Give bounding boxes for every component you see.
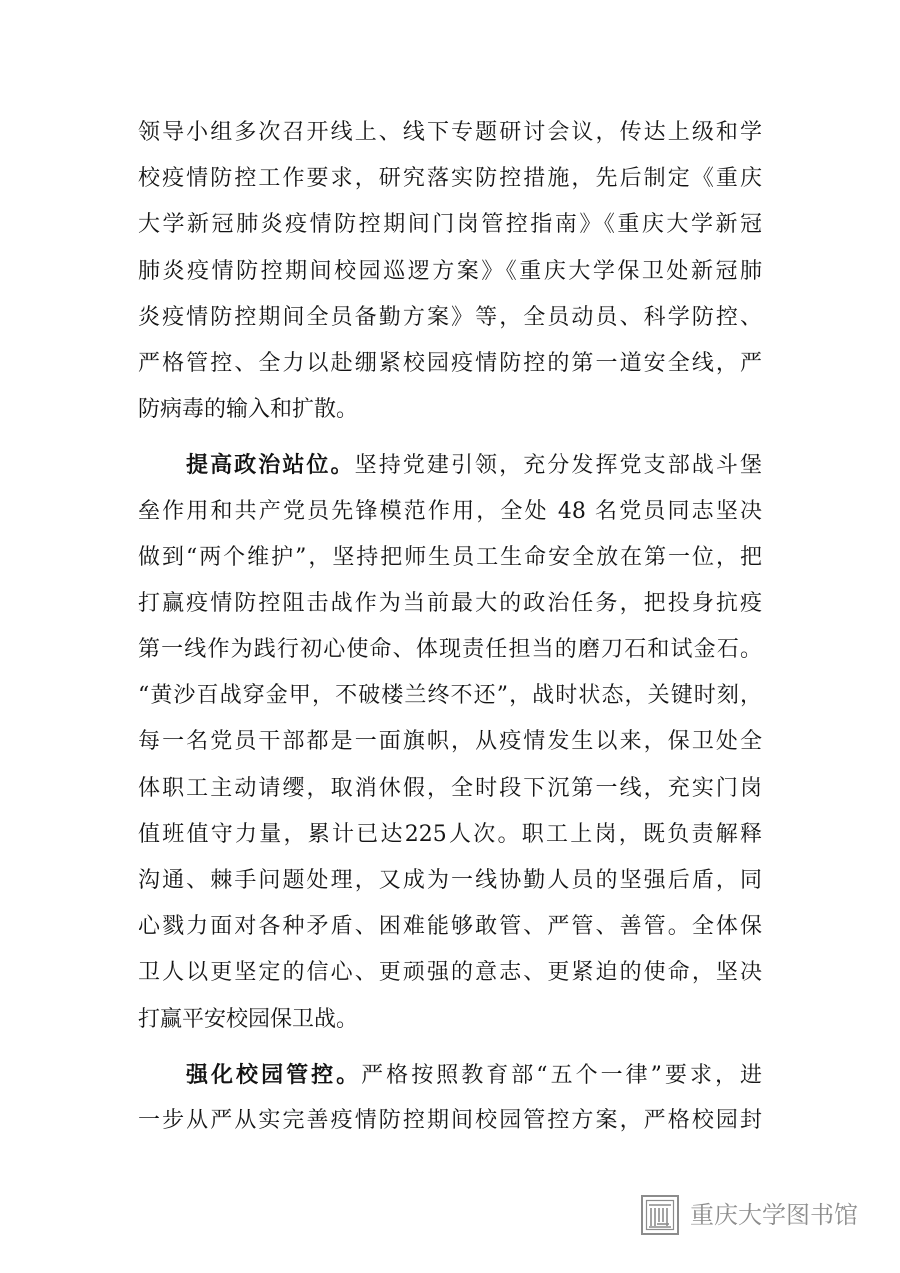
text-line: 垒作用和共产党员先锋模范作用，全处 48 名党员同志坚决 [138, 498, 762, 524]
paragraph-prevention-plans [138, 110, 762, 433]
text-line: 一步从严从实完善疫情防控期间校园管控方案，严格校园封 [138, 1107, 762, 1133]
text-line: “黄沙百战穿金甲，不破楼兰终不还”，战时状态，关键时刻， [138, 683, 762, 709]
text-line: 每一名党员干部都是一面旗帜，从疫情发生以来，保卫处全 [138, 729, 762, 755]
text-line [138, 1052, 762, 1098]
text-line: 心戮力面对各种矛盾、困难能够敢管、严管、善管。全体保 [138, 914, 762, 940]
paragraph-lead: 强化校园管控。 [186, 1061, 362, 1088]
library-watermark-text: 重庆大学图书馆 [690, 1201, 858, 1229]
text-line: 值班值守力量，累计已达225人次。职工上岗，既负责解释 [138, 821, 762, 847]
text-line-content: 严格按照教育部“五个一律”要求，进 [361, 1062, 762, 1088]
text-line: 防病毒的输入和扩散。 [138, 397, 359, 423]
text-line: 体职工主动请缨，取消休假，全时段下沉第一线，充实门岗 [138, 775, 762, 801]
text-line: 打赢平安校园保卫战。 [138, 1006, 359, 1032]
paragraph-campus-control [138, 1052, 762, 1144]
text-line: 校疫情防控工作要求，研究落实防控措施，先后制定《重庆 [138, 166, 762, 192]
text-line: 卫人以更坚定的信心、更顽强的意志、更紧迫的使命，坚决 [138, 960, 762, 986]
paragraph-lead: 提高政治站位。 [186, 452, 355, 479]
text-line: 沟通、棘手问题处理，又成为一线协勤人员的坚强后盾，同 [138, 868, 762, 893]
library-seal-icon [640, 1194, 680, 1236]
text-line: 领导小组多次召开线上、线下专题研讨会议，传达上级和学 [138, 120, 762, 145]
text-line: 打赢疫情防控阻击战作为当前最大的政治任务，把投身抗疫 [138, 590, 762, 616]
text-line: 严格管控、全力以赴绷紧校园疫情防控的第一道安全线，严 [138, 350, 762, 376]
text-line: 大学新冠肺炎疫情防控期间门岗管控指南》《重庆大学新冠 [138, 212, 762, 238]
paragraph-political-stance [138, 442, 762, 1042]
text-line: 第一线作为践行初心使命、体现责任担当的磨刀石和试金石。 [138, 637, 762, 663]
text-line-content: 坚持党建引领，充分发挥党支部战斗堡 [354, 453, 762, 479]
text-line: 做到“两个维护”，坚持把师生员工生命安全放在第一位，把 [138, 544, 762, 570]
body-text [138, 110, 762, 1144]
text-line: 肺炎疫情防控期间校园巡逻方案》《重庆大学保卫处新冠肺 [138, 258, 762, 284]
text-line [138, 442, 762, 488]
text-line: 炎疫情防控期间全员备勤方案》等，全员动员、科学防控、 [138, 304, 762, 330]
